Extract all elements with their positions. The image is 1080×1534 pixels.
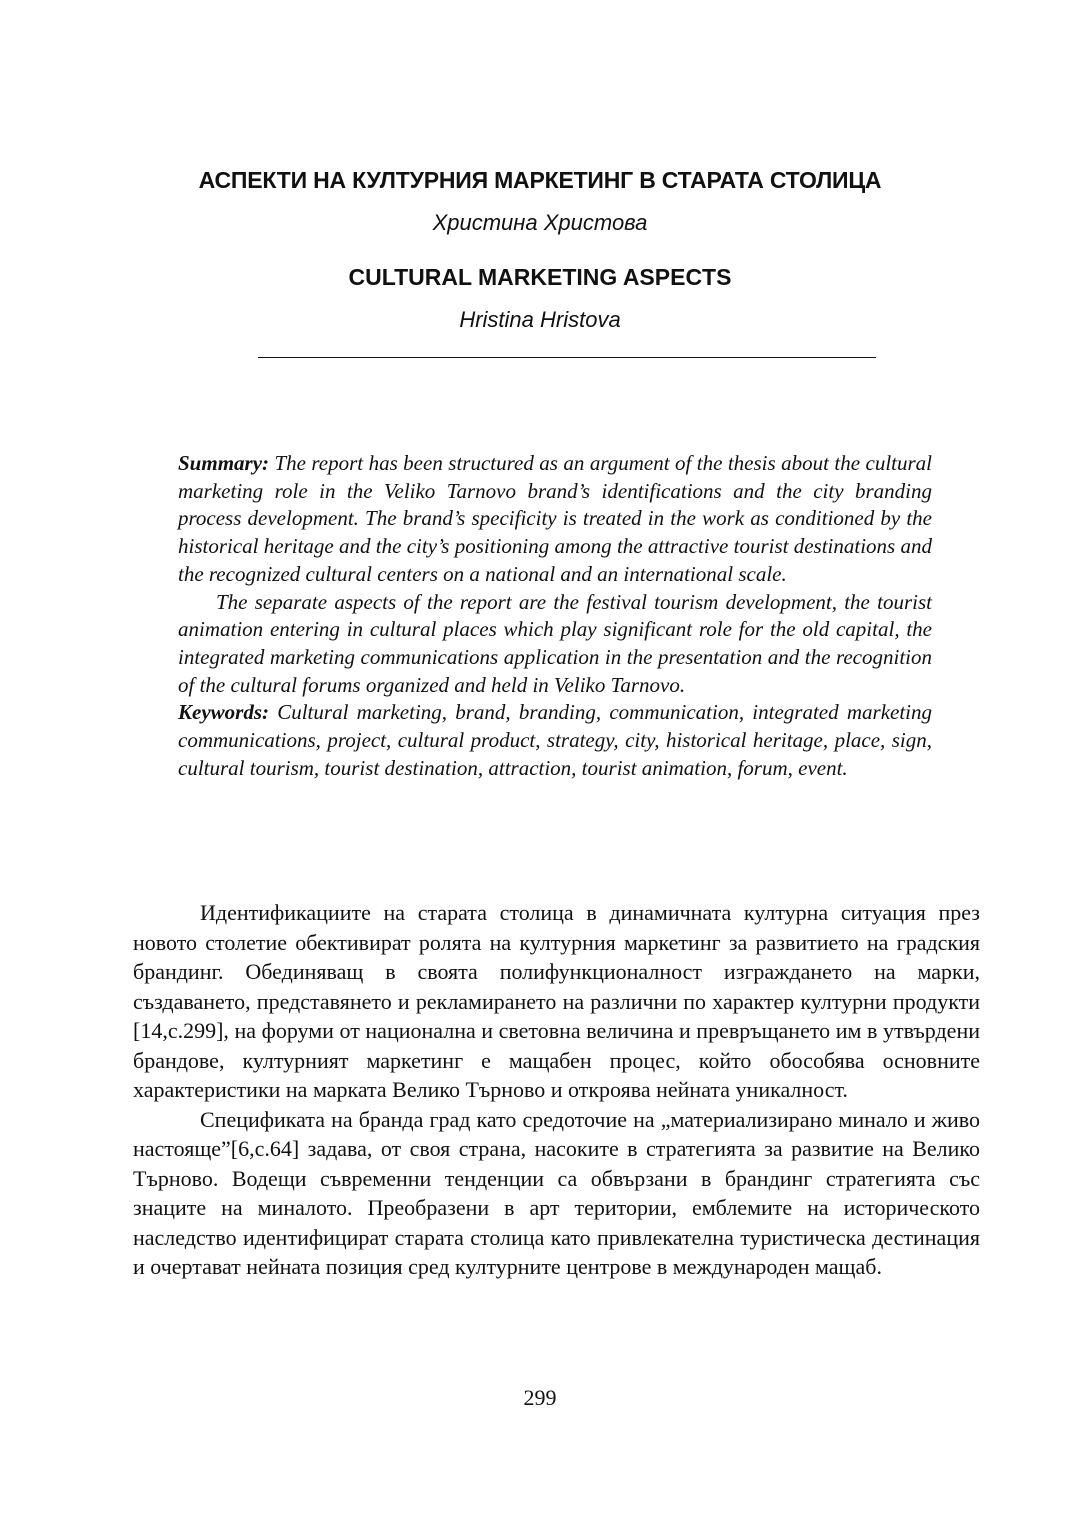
title-divider	[258, 357, 876, 358]
abstract-paragraph-2: The separate aspects of the report are the festival tourism development, the tourist animation entering in cultural places which play significant role for the old capital, the integrated marketing communications application in the presentation and the recognition of the cultural forums organized and held in Veliko Tarnovo.	[178, 589, 932, 697]
summary-label: Summary:	[178, 451, 270, 475]
keywords-paragraph	[178, 699, 932, 782]
title-bulgarian: АСПЕКТИ НА КУЛТУРНИЯ МАРКЕТИНГ В СТАРАТА СТОЛИЦА	[198, 167, 882, 193]
summary-paragraph	[178, 450, 932, 589]
body-paragraph-2: Спецификата на бранда град като средоточие на „материализирано минало и живо настояще”[6,с.64] задава, от своя страна, насоките в стратегията за развитие на Велико Търново. Водещи съвременни тенденции са обвързани в брандинг стратегията със знаците на миналото. Преобразени в арт територии, емблемите на историческото наследство идентифицират старата столица като привлекателна туристическа дестинация и очертават нейната позиция сред културните центрове в международен мащаб.	[133, 1106, 980, 1279]
keywords-label: Keywords:	[178, 700, 269, 725]
author-english: Hristina Hristova	[459, 307, 621, 332]
body-text	[133, 898, 980, 1282]
page-number: 299	[523, 1385, 557, 1410]
keywords-text: Cultural marketing, brand, branding, communication, integrated marketing communications, project, cultural product, strategy, city, historical heritage, place, sign, cultural tourism, tourist destination, attraction, tourist animation, forum, event.	[178, 700, 932, 780]
body-paragraph-1: Идентификациите на старата столица в динамичната културна ситуация през новото столетие обективират ролята на културния маркетинг за развитието на градския брандинг. Обединяващ в своята полифункционалност изграждането на марки, създаването, представянето и рекламирането на различни по характер културни продукти [14,с.299], на форуми от национална и световна величина и превръщането им в утвърдени брандове, културният маркетинг е мащабен процес, който обособява основните характеристики на марката Велико Търново и откроява нейната уникалност.	[133, 900, 980, 1102]
summary-text: The report has been structured as an argument of the thesis about the cultural marketing role in the Veliko Tarnovo brand’s identifications and the city branding process development. The brand’s specificity is treated in the work as conditioned by the historical heritage and the city’s positioning among the attractive tourist destinations and the recognized cultural centers on a national and an international scale.	[178, 451, 932, 586]
title-english: CULTURAL MARKETING ASPECTS	[348, 264, 732, 290]
abstract	[178, 450, 932, 782]
author-bulgarian: Христина Христова	[432, 210, 648, 235]
